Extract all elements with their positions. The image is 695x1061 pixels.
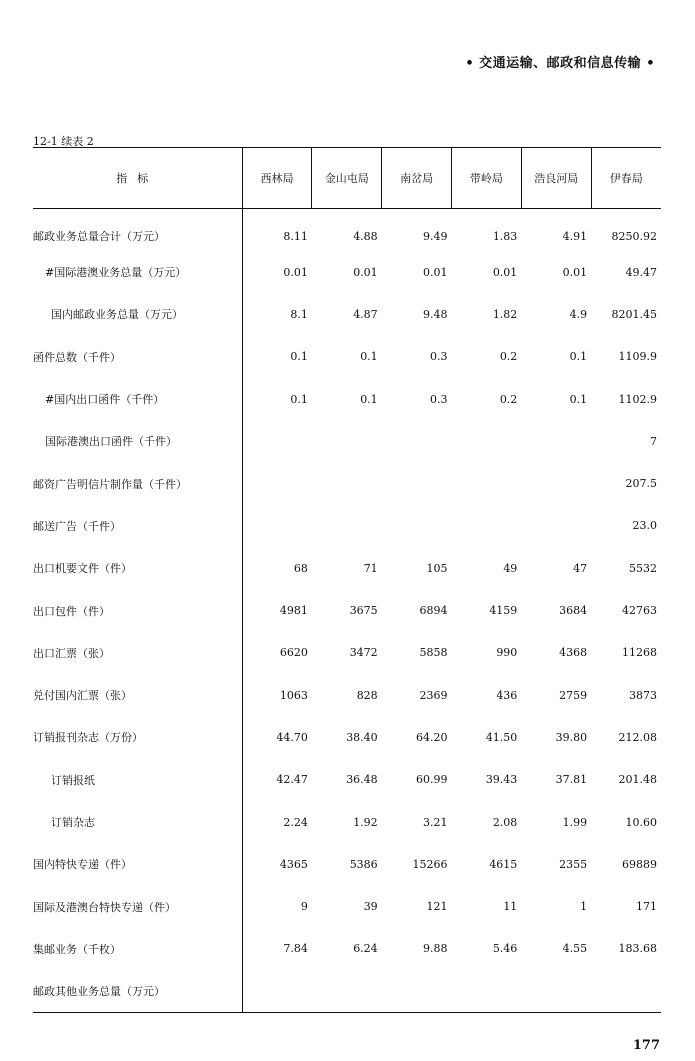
value-cell: 4365 [279,857,308,871]
value-cell: 4.9 [569,307,588,321]
value-cell [452,505,522,547]
value-cell: 828 [356,688,378,702]
value-cell: 2.24 [283,815,308,829]
value-cell: 0.01 [353,265,378,279]
value-cell: 436 [496,688,518,702]
row-label: 出口包件（件） [33,589,242,631]
value-cell [521,505,591,547]
value-cell: 0.1 [290,350,308,364]
column-header-bureau: 金山屯局 [312,148,382,209]
value-cell: 0.01 [562,265,588,279]
row-label: 国内特快专递（件） [33,843,242,885]
table-row [33,547,661,589]
value-cell: 0.01 [492,265,518,279]
value-cell: 64.20 [416,730,448,744]
value-cell: 5.46 [492,942,518,956]
value-cell: 8.1 [290,307,308,321]
table-row [33,336,661,378]
value-cell: 4981 [279,604,308,618]
table-header [33,148,661,209]
table-row [33,716,661,758]
value-cell: 8250.92 [611,229,657,243]
value-cell: 42.47 [276,773,308,787]
value-cell: 183.68 [618,942,657,956]
value-cell: 44.70 [276,730,308,744]
value-cell: 8201.45 [611,307,657,321]
value-cell: 39 [363,900,378,914]
value-cell [452,462,522,504]
value-cell: 5386 [349,857,378,871]
value-cell: 5858 [419,646,448,660]
value-cell: 47 [573,561,588,575]
row-label: 邮政业务总量合计（万元） [33,209,242,252]
row-label: 邮资广告明信片制作量（千件） [33,462,242,504]
value-cell: 4.88 [353,229,378,243]
value-cell: 7.84 [283,942,308,956]
row-label: 邮政其他业务总量（万元） [33,970,242,1013]
value-cell: 0.2 [499,350,518,364]
value-cell: 4159 [489,604,518,618]
value-cell: 68 [293,561,308,575]
value-cell: 207.5 [625,477,657,491]
value-cell [242,970,312,1013]
table-row [33,970,661,1013]
column-header-indicator: 指标 [33,148,242,209]
row-label: 出口机要文件（件） [33,547,242,589]
table-row [33,251,661,293]
row-label: 国内邮政业务总量（万元） [33,293,242,335]
table-row [33,801,661,843]
value-cell: 8.11 [283,229,308,243]
value-cell: 9 [300,900,308,914]
value-cell: 23.0 [632,519,657,533]
value-cell: 6620 [279,646,308,660]
value-cell [242,462,312,504]
row-label: #国内出口函件（千件） [33,378,242,420]
value-cell: 42763 [622,604,657,618]
value-cell [521,970,591,1013]
table-row [33,632,661,674]
value-cell: 1.92 [353,815,378,829]
table-row [33,885,661,927]
value-cell: 0.1 [569,350,588,364]
value-cell: 6.24 [353,942,378,956]
value-cell: 990 [496,646,518,660]
value-cell: 0.01 [423,265,448,279]
table-body [33,209,661,1013]
value-cell [242,505,312,547]
value-cell: 39.80 [555,730,588,744]
value-cell: 0.1 [290,392,308,406]
table-row [33,209,661,252]
table-row [33,378,661,420]
column-header-bureau: 浩良河局 [521,148,591,209]
value-cell: 1.99 [562,815,588,829]
value-cell: 201.48 [618,773,657,787]
value-cell [312,970,382,1013]
value-cell: 71 [363,561,378,575]
value-cell: 11268 [622,646,657,660]
table-row [33,462,661,504]
value-cell: 2355 [559,857,588,871]
value-cell [312,505,382,547]
value-cell: 15266 [412,857,448,871]
table-row [33,928,661,970]
value-cell: 2.08 [492,815,518,829]
value-cell [312,420,382,462]
value-cell: 0.1 [360,392,378,406]
column-header-bureau: 南岔局 [382,148,452,209]
value-cell: 49.47 [625,265,657,279]
value-cell [521,462,591,504]
value-cell: 105 [426,561,448,575]
value-cell: 4.91 [562,229,588,243]
value-cell [382,505,452,547]
value-cell: 121 [426,900,448,914]
row-label: 兑付国内汇票（张） [33,674,242,716]
value-cell: 3873 [629,688,657,702]
value-cell: 9.88 [423,942,448,956]
value-cell: 3.21 [423,815,448,829]
value-cell: 11 [503,900,518,914]
value-cell: 41.50 [485,730,518,744]
value-cell: 1 [580,900,588,914]
value-cell: 2369 [419,688,448,702]
value-cell: 1063 [279,688,308,702]
value-cell: 39.43 [485,773,518,787]
row-label: 集邮业务（千枚） [33,928,242,970]
table-caption: 12-1 续表 2 [33,135,94,148]
value-cell: 0.3 [430,392,448,406]
value-cell: 37.81 [555,773,588,787]
value-cell: 0.01 [283,265,308,279]
value-cell: 69889 [622,857,657,871]
row-label: 订销报刊杂志（万份） [33,716,242,758]
value-cell: 4368 [559,646,588,660]
row-label: 函件总数（千件） [33,336,242,378]
value-cell: 2759 [559,688,588,702]
value-cell: 49 [503,561,518,575]
row-label: 邮送广告（千件） [33,505,242,547]
row-label: 国际及港澳台特快专递（件） [33,885,242,927]
table-row [33,505,661,547]
value-cell: 9.49 [423,229,448,243]
value-cell: 9.48 [423,307,448,321]
value-cell: 3675 [349,604,378,618]
value-cell: 1109.9 [618,350,657,364]
column-header-bureau: 带岭局 [452,148,522,209]
value-cell: 171 [636,900,657,914]
value-cell [591,970,661,1013]
value-cell: 3472 [349,646,378,660]
row-label: 出口汇票（张） [33,632,242,674]
value-cell: 10.60 [625,815,657,829]
postal-statistics-table [33,147,661,1013]
table-row [33,293,661,335]
row-label: #国际港澳业务总量（万元） [33,251,242,293]
value-cell [382,970,452,1013]
table-row [33,674,661,716]
running-head: • 交通运输、邮政和信息传输 • [465,56,655,71]
value-cell: 6894 [419,604,448,618]
value-cell [242,420,312,462]
value-cell: 1.82 [492,307,518,321]
table-row [33,759,661,801]
value-cell: 4.55 [562,942,588,956]
statistics-table-container [33,147,661,1013]
value-cell: 3684 [559,604,588,618]
value-cell: 1.83 [492,229,518,243]
value-cell: 0.1 [360,350,378,364]
value-cell [312,462,382,504]
value-cell: 7 [650,434,657,448]
value-cell: 4.87 [353,307,378,321]
value-cell [521,420,591,462]
row-label: 订销杂志 [33,801,242,843]
value-cell: 38.40 [346,730,378,744]
value-cell [452,970,522,1013]
page-number: 177 [632,1038,660,1053]
value-cell: 4615 [489,857,518,871]
value-cell: 36.48 [346,773,378,787]
value-cell: 0.3 [430,350,448,364]
value-cell: 5532 [629,561,657,575]
header-row [33,148,661,209]
value-cell [452,420,522,462]
value-cell: 0.1 [569,392,588,406]
value-cell: 1102.9 [618,392,657,406]
value-cell: 0.2 [499,392,518,406]
table-row [33,843,661,885]
row-label: 订销报纸 [33,759,242,801]
value-cell [382,462,452,504]
row-label: 国际港澳出口函件（千件） [33,420,242,462]
value-cell: 60.99 [416,773,448,787]
column-header-bureau: 伊春局 [591,148,661,209]
column-header-bureau: 西林局 [242,148,312,209]
table-row [33,420,661,462]
value-cell [382,420,452,462]
table-row [33,589,661,631]
value-cell: 212.08 [618,730,657,744]
